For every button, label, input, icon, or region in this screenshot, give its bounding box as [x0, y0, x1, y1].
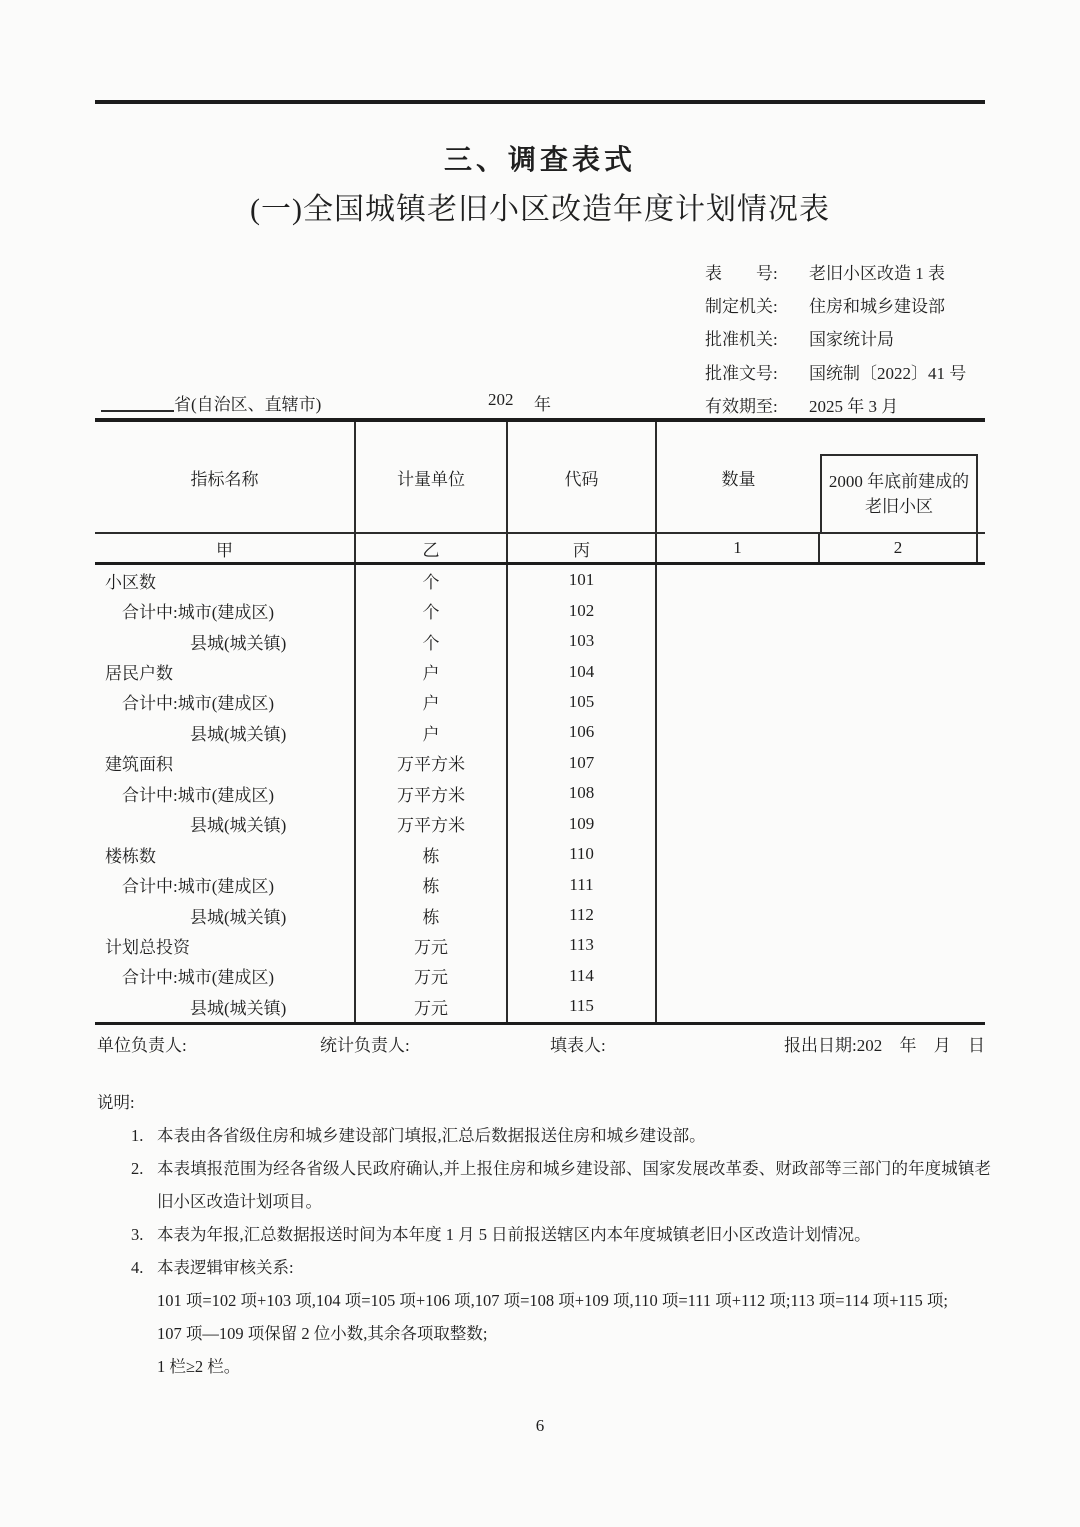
- old-area-cell-empty: [820, 869, 978, 899]
- indicator-name-cell: 合计中:城市(建成区): [95, 778, 356, 808]
- old-area-cell-empty: [820, 748, 978, 778]
- form-title: (一)全国城镇老旧小区改造年度计划情况表: [250, 193, 830, 226]
- quantity-cell-empty: [657, 900, 820, 930]
- meta-value: 国统制〔2022〕41 号: [809, 363, 967, 383]
- notes-section: [95, 1086, 991, 1383]
- report-date-label: 报出日期:: [784, 1036, 857, 1055]
- indicator-name-cell: 合计中:城市(建成区): [95, 687, 356, 717]
- quantity-cell-empty: [657, 778, 820, 808]
- signature-row: [95, 1031, 985, 1061]
- meta-label: 有效期至:: [705, 396, 778, 416]
- note-item: [131, 1119, 991, 1152]
- meta-row-approval-number: [705, 355, 966, 388]
- table-row: [95, 961, 985, 991]
- col-key-2: 2: [820, 534, 978, 562]
- old-area-cell-empty: [820, 565, 978, 595]
- code-cell: 101: [508, 565, 657, 595]
- table-row: [95, 930, 985, 960]
- old-area-cell-empty: [820, 595, 978, 625]
- note-subline: 107 项—109 项保留 2 位小数,其余各项取整数;: [157, 1324, 488, 1343]
- old-area-cell-empty: [820, 626, 978, 656]
- meta-value: 住房和城乡建设部: [809, 297, 945, 317]
- indicator-name-cell: 小区数: [95, 565, 356, 595]
- code-cell: 114: [508, 961, 657, 991]
- unit-cell: 万平方米: [356, 778, 508, 808]
- note-item: [131, 1218, 991, 1251]
- table-row: [95, 748, 985, 778]
- old-area-cell-empty: [820, 961, 978, 991]
- unit-head-label: 单位负责人:: [97, 1036, 187, 1055]
- col-header-unit: 计量单位: [356, 422, 508, 532]
- quantity-cell-empty: [657, 839, 820, 869]
- report-date: [784, 1031, 985, 1056]
- table-header-row-keys: [95, 532, 985, 562]
- code-cell: 103: [508, 626, 657, 656]
- quantity-cell-empty: [657, 930, 820, 960]
- indicator-name-cell: 县城(城关镇): [95, 991, 356, 1021]
- note-text: 本表由各省级住房和城乡建设部门填报,汇总后数据报送住房和城乡建设部。: [157, 1126, 706, 1145]
- year-label: 年: [534, 395, 551, 414]
- table-header: [95, 418, 985, 565]
- col-header-indicator: 指标名称: [95, 422, 356, 532]
- table-row: [95, 626, 985, 656]
- indicator-name-cell: 合计中:城市(建成区): [95, 961, 356, 991]
- region-year-line: [0, 386, 1080, 418]
- unit-cell: 个: [356, 626, 508, 656]
- old-area-cell-empty: [820, 900, 978, 930]
- province-fill-in-blank: [101, 390, 174, 412]
- section-title: 三、调查表式: [443, 144, 636, 175]
- table-row: [95, 900, 985, 930]
- note-text: 本表填报范围为经各省级人民政府确认,并上报住房和城乡建设部、国家发展改革委、财政部等三部门的年度城镇老旧小区改造计划项目。: [157, 1159, 991, 1211]
- old-area-cell-empty: [820, 687, 978, 717]
- table-row: [95, 869, 985, 899]
- table-row: [95, 565, 985, 595]
- code-cell: 108: [508, 778, 657, 808]
- meta-row-approving-agency: [705, 321, 966, 354]
- quantity-cell-empty: [657, 656, 820, 686]
- unit-cell: 万平方米: [356, 748, 508, 778]
- indicator-name-cell: 县城(城关镇): [95, 626, 356, 656]
- note-text: 本表逻辑审核关系:: [157, 1258, 294, 1277]
- note-subline: 101 项=102 项+103 项,104 项=105 项+106 项,107 项=108 项+109 项,110 项=111 项+112 项;113 项=114 项+115 项;: [157, 1291, 948, 1310]
- quantity-cell-empty: [657, 626, 820, 656]
- table-row: [95, 839, 985, 869]
- indicator-name-cell: 合计中:城市(建成区): [95, 595, 356, 625]
- unit-cell: 个: [356, 595, 508, 625]
- indicator-name-cell: 合计中:城市(建成区): [95, 869, 356, 899]
- meta-value: 2025 年 3 月: [809, 396, 899, 416]
- old-area-cell-empty: [820, 991, 978, 1021]
- col-header-old-area-box: [820, 454, 978, 532]
- meta-row-issuing-agency: [705, 288, 966, 321]
- meta-value: 国家统计局: [809, 330, 894, 350]
- col-header-old-area-line2: 老旧小区: [865, 497, 933, 516]
- col-key-yi: 乙: [356, 534, 508, 562]
- old-area-cell-empty: [820, 839, 978, 869]
- table-row: [95, 656, 985, 686]
- table-row: [95, 595, 985, 625]
- quantity-cell-empty: [657, 595, 820, 625]
- col-key-bing: 丙: [508, 534, 657, 562]
- page-top-rule: [95, 100, 985, 104]
- note-number: 1.: [131, 1126, 144, 1145]
- meta-label: 制定机关:: [705, 297, 778, 317]
- stats-head-label: 统计负责人:: [320, 1036, 410, 1055]
- indicator-name-cell: 建筑面积: [95, 748, 356, 778]
- meta-value: 老旧小区改造 1 表: [809, 264, 945, 284]
- quantity-cell-empty: [657, 991, 820, 1021]
- col-key-1: 1: [657, 534, 820, 562]
- note-number: 2.: [131, 1159, 144, 1178]
- notes-list: [95, 1119, 991, 1383]
- indicator-table-body: [95, 565, 985, 1025]
- note-text: 本表为年报,汇总数据报送时间为本年度 1 月 5 日前报送辖区内本年度城镇老旧小区改造计划情况。: [157, 1225, 871, 1244]
- code-cell: 102: [508, 595, 657, 625]
- notes-title: 说明:: [97, 1093, 135, 1112]
- col-header-quantity: 数量: [721, 469, 756, 489]
- meta-label: 表 号:: [705, 264, 778, 284]
- old-area-cell-empty: [820, 656, 978, 686]
- code-cell: 115: [508, 991, 657, 1021]
- meta-row-form-number: [705, 255, 966, 288]
- table-row: [95, 687, 985, 717]
- unit-cell: 户: [356, 717, 508, 747]
- code-cell: 104: [508, 656, 657, 686]
- note-item: [131, 1152, 991, 1218]
- old-area-cell-empty: [820, 930, 978, 960]
- old-area-cell-empty: [820, 809, 978, 839]
- code-cell: 107: [508, 748, 657, 778]
- quantity-cell-empty: [657, 961, 820, 991]
- code-cell: 109: [508, 809, 657, 839]
- quantity-cell-empty: [657, 809, 820, 839]
- unit-cell: 万元: [356, 930, 508, 960]
- year-prefix: 202: [488, 390, 514, 409]
- unit-cell: 个: [356, 565, 508, 595]
- quantity-cell-empty: [657, 565, 820, 595]
- unit-cell: 栋: [356, 869, 508, 899]
- col-header-old-area-line1: 2000 年底前建成的: [828, 472, 970, 491]
- indicator-name-cell: 县城(城关镇): [95, 809, 356, 839]
- code-cell: 110: [508, 839, 657, 869]
- note-number: 3.: [131, 1225, 144, 1244]
- indicator-table: [95, 418, 985, 1025]
- quantity-cell-empty: [657, 869, 820, 899]
- note-item: [131, 1251, 991, 1284]
- indicator-name-cell: 计划总投资: [95, 930, 356, 960]
- code-cell: 105: [508, 687, 657, 717]
- indicator-name-cell: 县城(城关镇): [95, 717, 356, 747]
- table-row: [95, 991, 985, 1021]
- code-cell: 111: [508, 869, 657, 899]
- table-row: [95, 809, 985, 839]
- unit-cell: 万元: [356, 991, 508, 1021]
- unit-cell: 户: [356, 687, 508, 717]
- old-area-cell-empty: [820, 717, 978, 747]
- page-number: 6: [535, 1416, 545, 1435]
- note-number: 4.: [131, 1258, 144, 1277]
- old-area-cell-empty: [820, 778, 978, 808]
- quantity-cell-empty: [657, 687, 820, 717]
- table-row: [95, 717, 985, 747]
- col-header-code: 代码: [508, 422, 657, 532]
- unit-cell: 万平方米: [356, 809, 508, 839]
- col-key-jia: 甲: [95, 534, 356, 562]
- code-cell: 113: [508, 930, 657, 960]
- quantity-cell-empty: [657, 717, 820, 747]
- meta-label: 批准文号:: [705, 363, 778, 383]
- quantity-cell-empty: [657, 748, 820, 778]
- province-label: 省(自治区、直辖市): [174, 395, 322, 414]
- unit-cell: 栋: [356, 900, 508, 930]
- form-filler-label: 填表人:: [550, 1036, 606, 1055]
- table-row: [95, 778, 985, 808]
- unit-cell: 户: [356, 656, 508, 686]
- unit-cell: 栋: [356, 839, 508, 869]
- report-date-value: 202 年 月 日: [856, 1036, 985, 1055]
- note-subline: 1 栏≥2 栏。: [157, 1357, 241, 1376]
- indicator-name-cell: 楼栋数: [95, 839, 356, 869]
- code-cell: 106: [508, 717, 657, 747]
- unit-cell: 万元: [356, 961, 508, 991]
- meta-label: 批准机关:: [705, 330, 778, 350]
- code-cell: 112: [508, 900, 657, 930]
- indicator-name-cell: 县城(城关镇): [95, 900, 356, 930]
- indicator-name-cell: 居民户数: [95, 656, 356, 686]
